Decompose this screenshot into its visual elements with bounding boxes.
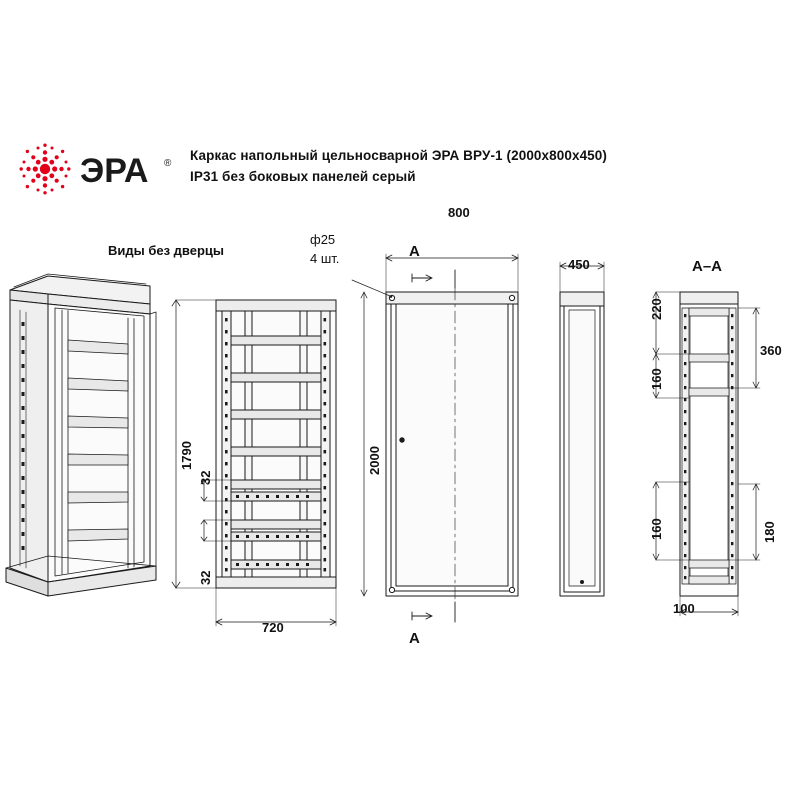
era-logo: [14, 140, 182, 198]
sec-180-label: 180: [762, 521, 777, 543]
dim-2000: [361, 292, 367, 596]
view-front-800: [352, 280, 518, 596]
gap-32-upper-label: 32: [198, 470, 213, 485]
view-section-aa: [680, 292, 738, 596]
section-mark-bottom: A: [409, 630, 420, 647]
sec-160-upper-label: 160: [649, 368, 664, 390]
width-720-label: 720: [262, 620, 284, 635]
title-line-1: Каркас напольный цельносварной ЭРА ВРУ-1 (2000х800х450): [190, 148, 607, 163]
depth-450-label: 450: [568, 257, 590, 272]
sec-220-label: 220: [649, 298, 664, 320]
sec-100-label: 100: [673, 601, 695, 616]
technical-drawing: [0, 230, 800, 790]
gap-32-lower-label: 32: [198, 570, 213, 585]
sec-360-label: 360: [760, 343, 782, 358]
views-caption: Виды без дверцы: [108, 243, 225, 258]
view-side-450: [560, 292, 604, 596]
dim-800: [386, 254, 518, 292]
hole-diameter-label: ф25: [310, 232, 336, 247]
sec-160-lower-label: 160: [649, 518, 664, 540]
svg-text:ЭРА: ЭРА: [80, 152, 149, 190]
section-title: A–A: [692, 258, 723, 275]
section-mark-top: A: [409, 243, 420, 260]
height-2000-label: 2000: [367, 446, 382, 475]
view-frame-front: [216, 300, 336, 588]
width-800-label: 800: [448, 205, 470, 220]
view-isometric-cabinet: [6, 274, 156, 596]
sun-rays-logo-mark: [20, 144, 173, 195]
svg-text:®: ®: [164, 158, 172, 169]
drawing-title: [190, 146, 790, 188]
height-1790-label: 1790: [179, 441, 194, 470]
hole-count-label: 4 шт.: [310, 251, 340, 266]
title-line-2: IP31 без боковых панелей серый: [190, 168, 416, 184]
